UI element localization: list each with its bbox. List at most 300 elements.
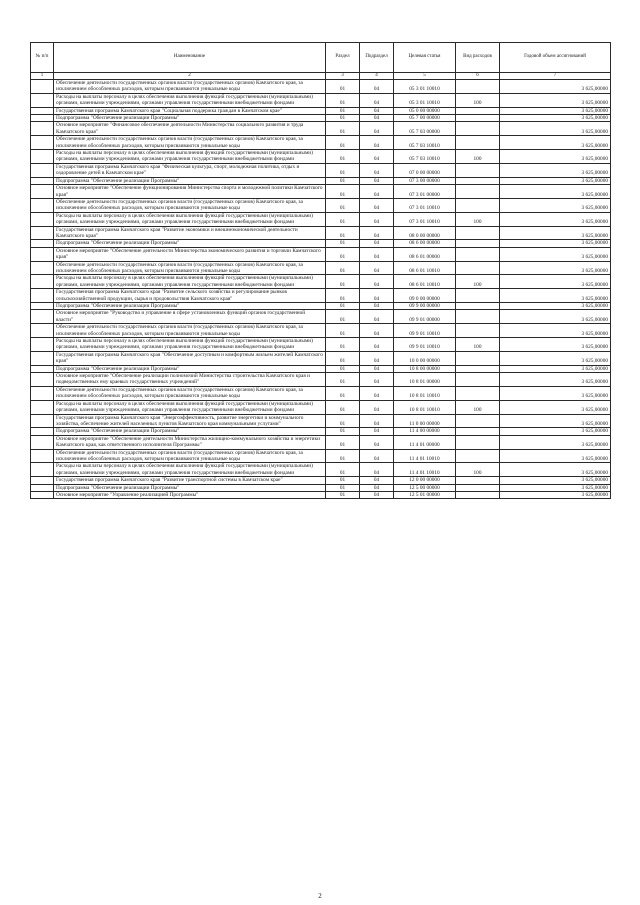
cell-razdel: 01 — [326, 351, 360, 365]
cell-name: Обеспечение деятельности государственных органов власти (государственных органов) Камчатского края, за исключением обособленных расходов, которым присваиваются уникальные коды — [54, 198, 326, 212]
cell-sum: 3 625,00000 — [500, 198, 611, 212]
cell-razdel: 01 — [326, 310, 360, 324]
cell-podrazdel: 04 — [360, 275, 394, 289]
cell-vr — [456, 491, 500, 498]
cell-name: Расходы на выплаты персоналу в целях обеспечения выполнения функций государственными (муниципальными) органами, казенными учреждениями, органами управления государственными внебюджетными фондами — [54, 400, 326, 414]
cell-podrazdel: 04 — [360, 289, 394, 303]
cell-num — [31, 463, 54, 477]
cell-sum: 3 625,00000 — [500, 435, 611, 449]
cell-sum: 3 625,00000 — [500, 428, 611, 435]
cell-num — [31, 324, 54, 338]
cell-sum: 3 625,00000 — [500, 338, 611, 352]
cell-vr — [456, 261, 500, 275]
table-row — [31, 247, 611, 261]
cell-name: Основное мероприятие "Руководство и управление в сфере установленных функций органов государственной власти" — [54, 310, 326, 324]
cell-podrazdel: 04 — [360, 351, 394, 365]
table-row — [31, 435, 611, 449]
cell-name: Государственная программа Камчатского края "Развитие транспортной системы в Камчатском крае" — [54, 477, 326, 484]
cell-podrazdel: 04 — [360, 107, 394, 114]
cell-podrazdel: 04 — [360, 477, 394, 484]
cell-vr — [456, 449, 500, 463]
cell-sum: 3 625,00000 — [500, 93, 611, 107]
cell-cs: 07 3 01 00000 — [394, 185, 456, 199]
table-row — [31, 303, 611, 310]
cell-razdel: 01 — [326, 93, 360, 107]
cell-cs: 10 8 00 00000 — [394, 365, 456, 372]
cell-vr — [456, 136, 500, 150]
cell-vr — [456, 484, 500, 491]
cell-sum: 3 625,00000 — [500, 386, 611, 400]
cell-sum: 3 625,00000 — [500, 163, 611, 177]
cell-cs: 08 6 00 00000 — [394, 240, 456, 247]
cell-razdel: 01 — [326, 365, 360, 372]
cell-podrazdel: 04 — [360, 150, 394, 164]
cell-vr: 100 — [456, 275, 500, 289]
cell-podrazdel: 04 — [360, 115, 394, 122]
cell-cs: 10 8 01 00000 — [394, 373, 456, 387]
cell-podrazdel: 04 — [360, 122, 394, 136]
cell-sum: 3 625,00000 — [500, 107, 611, 114]
table-row — [31, 491, 611, 498]
cell-sum: 3 625,00000 — [500, 275, 611, 289]
cell-num — [31, 373, 54, 387]
cell-vr: 100 — [456, 150, 500, 164]
header-num: № п/п — [31, 43, 54, 73]
column-number: 3 — [326, 73, 360, 80]
cell-num — [31, 150, 54, 164]
cell-sum: 3 625,00000 — [500, 491, 611, 498]
table-row — [31, 289, 611, 303]
cell-name: Основное мероприятие "Обеспечение деятельности Министерства жилищно-коммунального хозяйства и энергетики Камчатского края, как ответственного исполнителя Программы" — [54, 435, 326, 449]
cell-razdel: 01 — [326, 484, 360, 491]
cell-sum: 3 625,00000 — [500, 310, 611, 324]
cell-num — [31, 136, 54, 150]
budget-table — [30, 42, 611, 499]
cell-cs: 09 0 00 00000 — [394, 289, 456, 303]
cell-vr — [456, 163, 500, 177]
cell-razdel: 01 — [326, 226, 360, 240]
cell-name: Подпрограмма "Обеспечение реализации Программы" — [54, 115, 326, 122]
cell-name: Обеспечение деятельности государственных органов власти (государственных органов) Камчатского края, за исключением обособленных расходов, которым присваиваются уникальные коды — [54, 386, 326, 400]
cell-cs: 10 0 00 00000 — [394, 351, 456, 365]
cell-podrazdel: 04 — [360, 310, 394, 324]
cell-num — [31, 261, 54, 275]
cell-vr — [456, 80, 500, 94]
cell-razdel: 01 — [326, 185, 360, 199]
cell-name: Подпрограмма "Обеспечение реализации Программы" — [54, 428, 326, 435]
cell-sum: 3 625,00000 — [500, 449, 611, 463]
cell-sum: 3 625,00000 — [500, 136, 611, 150]
cell-sum: 3 625,00000 — [500, 484, 611, 491]
column-number: 6 — [456, 73, 500, 80]
cell-sum: 3 625,00000 — [500, 373, 611, 387]
cell-vr — [456, 435, 500, 449]
cell-name: Подпрограмма "Обеспечение реализации Программы" — [54, 484, 326, 491]
cell-vr — [456, 386, 500, 400]
table-row — [31, 198, 611, 212]
column-number: 2 — [54, 73, 326, 80]
cell-cs: 05 0 00 00000 — [394, 107, 456, 114]
cell-name: Обеспечение деятельности государственных органов власти (государственных органов) Камчатского края, за исключением обособленных расходов, которым присваиваются уникальные коды — [54, 449, 326, 463]
table-row — [31, 163, 611, 177]
table-row — [31, 226, 611, 240]
table-row — [31, 351, 611, 365]
cell-num — [31, 289, 54, 303]
cell-vr — [456, 477, 500, 484]
cell-name: Расходы на выплаты персоналу в целях обеспечения выполнения функций государственными (муниципальными) органами, казенными учреждениями, органами управления государственными внебюджетными фондами — [54, 212, 326, 226]
cell-name: Обеспечение деятельности государственных органов власти (государственных органов) Камчатского края, за исключением обособленных расходов, которым присваиваются уникальные коды — [54, 136, 326, 150]
header-podrazdel: Подраздел — [360, 43, 394, 73]
cell-num — [31, 212, 54, 226]
cell-cs: 12 5 00 00000 — [394, 484, 456, 491]
cell-cs: 07 0 00 00000 — [394, 163, 456, 177]
header-name: Наименование — [54, 43, 326, 73]
table-row — [31, 338, 611, 352]
cell-cs: 05 7 03 00000 — [394, 122, 456, 136]
cell-vr — [456, 414, 500, 428]
cell-name: Обеспечение деятельности государственных органов власти (государственных органов) Камчатского края, за исключением обособленных расходов, которым присваиваются уникальные коды — [54, 80, 326, 94]
cell-razdel: 01 — [326, 303, 360, 310]
cell-num — [31, 163, 54, 177]
cell-name: Основное мероприятие "Обеспечение функционирования Министерства спорта и молодежной политики Камчатского края" — [54, 185, 326, 199]
cell-vr — [456, 122, 500, 136]
cell-sum: 3 625,00000 — [500, 177, 611, 184]
table-row — [31, 449, 611, 463]
cell-name: Государственная программа Камчатского края "Энергоэффективность, развитие энергетики и коммунального хозяйства, обеспечение жителей населенных пунктов Камчатского края коммунальными услугами" — [54, 414, 326, 428]
cell-cs: 09 9 01 10010 — [394, 338, 456, 352]
cell-podrazdel: 04 — [360, 136, 394, 150]
header-row — [31, 43, 611, 73]
cell-vr — [456, 351, 500, 365]
cell-razdel: 01 — [326, 198, 360, 212]
cell-cs: 11 4 00 00000 — [394, 428, 456, 435]
table-row — [31, 115, 611, 122]
cell-sum: 3 625,00000 — [500, 212, 611, 226]
cell-podrazdel: 04 — [360, 365, 394, 372]
cell-cs: 09 9 00 00000 — [394, 303, 456, 310]
cell-razdel: 01 — [326, 275, 360, 289]
cell-sum: 3 625,00000 — [500, 247, 611, 261]
cell-sum: 3 625,00000 — [500, 414, 611, 428]
cell-sum: 3 625,00000 — [500, 351, 611, 365]
cell-cs: 05 3 01 10010 — [394, 80, 456, 94]
cell-razdel: 01 — [326, 289, 360, 303]
cell-sum: 3 625,00000 — [500, 240, 611, 247]
table-body — [31, 80, 611, 499]
cell-num — [31, 80, 54, 94]
cell-podrazdel: 04 — [360, 400, 394, 414]
cell-razdel: 01 — [326, 463, 360, 477]
table-row — [31, 177, 611, 184]
table-row — [31, 400, 611, 414]
cell-name: Государственная программа Камчатского края "Развитие экономики и внешнеэкономической деятельности Камчатского края" — [54, 226, 326, 240]
cell-num — [31, 386, 54, 400]
cell-sum: 3 625,00000 — [500, 80, 611, 94]
cell-name: Подпрограмма "Обеспечение реализации Программы" — [54, 303, 326, 310]
table-row — [31, 365, 611, 372]
cell-vr: 100 — [456, 338, 500, 352]
cell-podrazdel: 04 — [360, 185, 394, 199]
cell-podrazdel: 04 — [360, 212, 394, 226]
document-page — [30, 42, 611, 499]
cell-podrazdel: 04 — [360, 324, 394, 338]
cell-cs: 08 0 00 00000 — [394, 226, 456, 240]
cell-razdel: 01 — [326, 247, 360, 261]
cell-razdel: 01 — [326, 80, 360, 94]
cell-name: Обеспечение деятельности государственных органов власти (государственных органов) Камчатского края, за исключением обособленных расходов, которым присваиваются уникальные коды — [54, 324, 326, 338]
cell-razdel: 01 — [326, 324, 360, 338]
cell-vr — [456, 324, 500, 338]
cell-num — [31, 365, 54, 372]
table-row — [31, 93, 611, 107]
cell-name: Подпрограмма "Обеспечение реализации Программы" — [54, 240, 326, 247]
cell-podrazdel: 04 — [360, 414, 394, 428]
table-row — [31, 150, 611, 164]
cell-podrazdel: 04 — [360, 484, 394, 491]
cell-cs: 11 4 01 10010 — [394, 463, 456, 477]
table-row — [31, 373, 611, 387]
cell-razdel: 01 — [326, 386, 360, 400]
cell-num — [31, 115, 54, 122]
header-razdel: Раздел — [326, 43, 360, 73]
cell-sum: 3 625,00000 — [500, 150, 611, 164]
table-row — [31, 484, 611, 491]
cell-vr — [456, 310, 500, 324]
cell-podrazdel: 04 — [360, 463, 394, 477]
cell-num — [31, 107, 54, 114]
cell-podrazdel: 04 — [360, 261, 394, 275]
cell-name: Государственная программа Камчатского края "Физическая культура, спорт, молодежная политика, отдых и оздоровление детей в Камчатском крае" — [54, 163, 326, 177]
cell-num — [31, 400, 54, 414]
cell-cs: 11 4 01 00000 — [394, 435, 456, 449]
cell-sum: 3 625,00000 — [500, 477, 611, 484]
table-row — [31, 136, 611, 150]
cell-cs: 10 8 01 10010 — [394, 386, 456, 400]
cell-razdel: 01 — [326, 373, 360, 387]
cell-name: Расходы на выплаты персоналу в целях обеспечения выполнения функций государственными (муниципальными) органами, казенными учреждениями, органами управления государственными внебюджетными фондами — [54, 463, 326, 477]
cell-razdel: 01 — [326, 414, 360, 428]
cell-num — [31, 240, 54, 247]
cell-num — [31, 414, 54, 428]
cell-vr — [456, 365, 500, 372]
table-row — [31, 261, 611, 275]
cell-podrazdel: 04 — [360, 435, 394, 449]
cell-num — [31, 122, 54, 136]
cell-num — [31, 226, 54, 240]
cell-name: Государственная программа Камчатского края "Развитие сельского хозяйства и регулирование рынков сельскохозяйственной продукции, сырья и продовольствия Камчатского края" — [54, 289, 326, 303]
cell-vr — [456, 240, 500, 247]
cell-vr — [456, 198, 500, 212]
cell-podrazdel: 04 — [360, 240, 394, 247]
cell-num — [31, 310, 54, 324]
cell-name: Расходы на выплаты персоналу в целях обеспечения выполнения функций государственными (муниципальными) органами, казенными учреждениями, органами управления государственными внебюджетными фондами — [54, 338, 326, 352]
cell-num — [31, 449, 54, 463]
table-row — [31, 185, 611, 199]
cell-razdel: 01 — [326, 177, 360, 184]
cell-vr: 100 — [456, 463, 500, 477]
table-row — [31, 477, 611, 484]
cell-num — [31, 93, 54, 107]
cell-num — [31, 275, 54, 289]
cell-num — [31, 185, 54, 199]
cell-num — [31, 477, 54, 484]
cell-vr — [456, 107, 500, 114]
cell-cs: 09 9 01 00000 — [394, 310, 456, 324]
cell-name: Государственная программа Камчатского края "Социальная поддержка граждан в Камчатском крае" — [54, 107, 326, 114]
cell-podrazdel: 04 — [360, 449, 394, 463]
cell-vr — [456, 303, 500, 310]
cell-vr: 100 — [456, 400, 500, 414]
cell-name: Подпрограмма "Обеспечение реализации Программы" — [54, 365, 326, 372]
cell-razdel: 01 — [326, 449, 360, 463]
cell-sum: 3 625,00000 — [500, 185, 611, 199]
cell-name: Обеспечение деятельности государственных органов власти (государственных органов) Камчатского края, за исключением обособленных расходов, которым присваиваются уникальные коды — [54, 261, 326, 275]
cell-vr — [456, 247, 500, 261]
cell-cs: 08 6 01 00000 — [394, 247, 456, 261]
cell-cs: 10 8 01 10010 — [394, 400, 456, 414]
cell-razdel: 01 — [326, 491, 360, 498]
cell-podrazdel: 04 — [360, 303, 394, 310]
cell-podrazdel: 04 — [360, 386, 394, 400]
cell-podrazdel: 04 — [360, 93, 394, 107]
cell-cs: 07 3 00 00000 — [394, 177, 456, 184]
cell-cs: 07 3 01 10010 — [394, 212, 456, 226]
cell-razdel: 01 — [326, 261, 360, 275]
table-row — [31, 107, 611, 114]
table-row — [31, 428, 611, 435]
table-row — [31, 463, 611, 477]
cell-cs: 08 6 01 10010 — [394, 275, 456, 289]
cell-cs: 12 5 01 00000 — [394, 491, 456, 498]
cell-cs: 07 3 01 10010 — [394, 198, 456, 212]
column-number: 5 — [394, 73, 456, 80]
cell-sum: 3 625,00000 — [500, 115, 611, 122]
table-row — [31, 386, 611, 400]
cell-podrazdel: 04 — [360, 198, 394, 212]
cell-vr — [456, 373, 500, 387]
cell-podrazdel: 04 — [360, 247, 394, 261]
cell-cs: 05 7 03 10010 — [394, 150, 456, 164]
cell-cs: 05 7 03 10010 — [394, 136, 456, 150]
cell-cs: 11 4 01 10010 — [394, 449, 456, 463]
cell-sum: 3 625,00000 — [500, 365, 611, 372]
cell-razdel: 01 — [326, 122, 360, 136]
table-row — [31, 80, 611, 94]
table-row — [31, 212, 611, 226]
cell-podrazdel: 04 — [360, 491, 394, 498]
cell-podrazdel: 04 — [360, 163, 394, 177]
cell-razdel: 01 — [326, 338, 360, 352]
cell-vr — [456, 115, 500, 122]
cell-num — [31, 428, 54, 435]
table-row — [31, 324, 611, 338]
cell-name: Расходы на выплаты персоналу в целях обеспечения выполнения функций государственными (муниципальными) органами, казенными учреждениями, органами управления государственными внебюджетными фондами — [54, 150, 326, 164]
cell-razdel: 01 — [326, 212, 360, 226]
cell-cs: 11 0 00 00000 — [394, 414, 456, 428]
cell-num — [31, 435, 54, 449]
column-number-row — [31, 73, 611, 80]
cell-sum: 3 625,00000 — [500, 122, 611, 136]
cell-name: Расходы на выплаты персоналу в целях обеспечения выполнения функций государственными (муниципальными) органами, казенными учреждениями, органами управления государственными внебюджетными фондами — [54, 275, 326, 289]
cell-razdel: 01 — [326, 477, 360, 484]
cell-razdel: 01 — [326, 163, 360, 177]
cell-vr — [456, 177, 500, 184]
cell-name: Государственная программа Камчатского края "Обеспечение доступным и комфортным жильем жителей Камчатского края" — [54, 351, 326, 365]
cell-sum: 3 625,00000 — [500, 463, 611, 477]
cell-cs: 12 0 00 00000 — [394, 477, 456, 484]
cell-num — [31, 303, 54, 310]
cell-num — [31, 484, 54, 491]
cell-vr — [456, 185, 500, 199]
header-sum: Годовой объем ассигнований — [500, 43, 611, 73]
cell-num — [31, 351, 54, 365]
cell-cs: 05 7 00 00000 — [394, 115, 456, 122]
cell-razdel: 01 — [326, 428, 360, 435]
column-number: 4 — [360, 73, 394, 80]
cell-razdel: 01 — [326, 115, 360, 122]
cell-razdel: 01 — [326, 136, 360, 150]
cell-name: Подпрограмма "Обеспечение реализации Программы" — [54, 177, 326, 184]
cell-name: Основное мероприятие "Обеспечение деятельности Министерства экономического развития и торговли Камчатского края" — [54, 247, 326, 261]
cell-cs: 08 6 01 10010 — [394, 261, 456, 275]
cell-sum: 3 625,00000 — [500, 303, 611, 310]
cell-vr: 100 — [456, 212, 500, 226]
cell-sum: 3 625,00000 — [500, 226, 611, 240]
cell-podrazdel: 04 — [360, 226, 394, 240]
cell-vr — [456, 226, 500, 240]
cell-cs: 09 9 01 10010 — [394, 324, 456, 338]
header-vr: Вид расходов — [456, 43, 500, 73]
table-row — [31, 414, 611, 428]
cell-razdel: 01 — [326, 240, 360, 247]
cell-cs: 05 3 01 10010 — [394, 93, 456, 107]
header-cs: Целевая статья — [394, 43, 456, 73]
cell-num — [31, 491, 54, 498]
cell-num — [31, 247, 54, 261]
cell-vr — [456, 289, 500, 303]
cell-num — [31, 338, 54, 352]
cell-podrazdel: 04 — [360, 373, 394, 387]
cell-razdel: 01 — [326, 435, 360, 449]
cell-name: Основное мероприятие "Финансовое обеспечение деятельности Министерства социального развития и труда Камчатского края" — [54, 122, 326, 136]
cell-name: Расходы на выплаты персоналу в целях обеспечения выполнения функций государственными (муниципальными) органами, казенными учреждениями, органами управления государственными внебюджетными фондами — [54, 93, 326, 107]
cell-sum: 3 625,00000 — [500, 289, 611, 303]
cell-sum: 3 625,00000 — [500, 261, 611, 275]
table-row — [31, 240, 611, 247]
cell-razdel: 01 — [326, 107, 360, 114]
page-number: 2 — [318, 892, 322, 900]
cell-razdel: 01 — [326, 150, 360, 164]
cell-podrazdel: 04 — [360, 428, 394, 435]
table-row — [31, 122, 611, 136]
table-row — [31, 275, 611, 289]
cell-podrazdel: 04 — [360, 177, 394, 184]
cell-vr — [456, 428, 500, 435]
cell-podrazdel: 04 — [360, 80, 394, 94]
cell-num — [31, 177, 54, 184]
cell-name: Основное мероприятие "Управление реализацией Программы" — [54, 491, 326, 498]
cell-sum: 3 625,00000 — [500, 324, 611, 338]
cell-num — [31, 198, 54, 212]
table-row — [31, 310, 611, 324]
cell-sum: 3 625,00000 — [500, 400, 611, 414]
cell-podrazdel: 04 — [360, 338, 394, 352]
cell-vr: 100 — [456, 93, 500, 107]
column-number: 1 — [31, 73, 54, 80]
column-number: 7 — [500, 73, 611, 80]
cell-razdel: 01 — [326, 400, 360, 414]
cell-name: Основное мероприятие "Обеспечение реализации полномочий Министерства строительства Камчатского края и подведомственных ему краевых государственных учреждений" — [54, 373, 326, 387]
